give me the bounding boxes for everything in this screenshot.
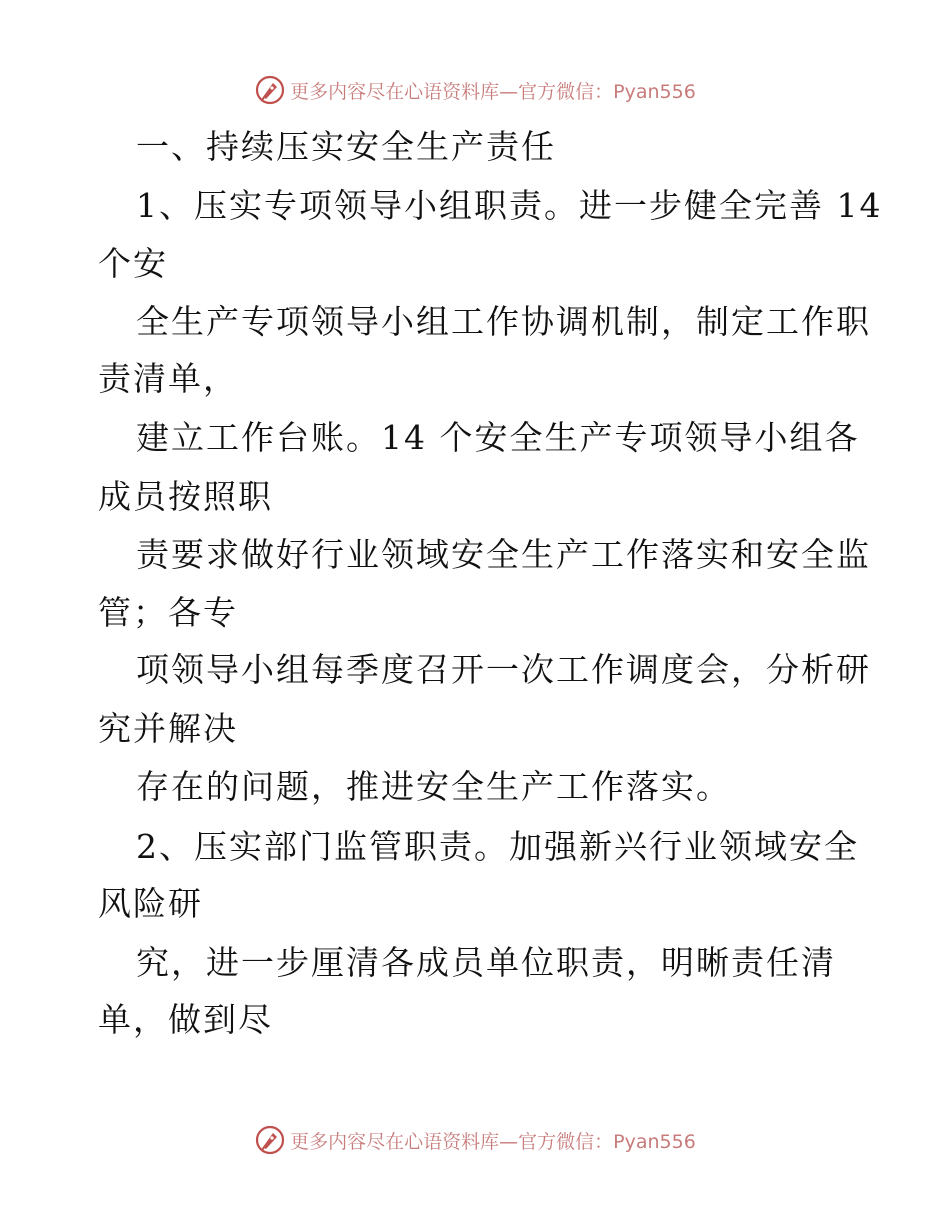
watermark-header — [0, 70, 950, 110]
text-line: 1、压实专项领导小组职责。进一步健全完善 14 — [136, 186, 883, 225]
text-line: 单，做到尽 — [98, 1000, 273, 1039]
text-line: 究，进一步厘清各成员单位职责，明晰责任清 — [136, 943, 836, 982]
text-line: 建立工作台账。14 个安全生产专项领导小组各 — [136, 418, 860, 457]
text-line: 责要求做好行业领域安全生产工作落实和安全监 — [136, 535, 871, 574]
text-line: 个安 — [98, 244, 168, 283]
pen-nib-logo-icon — [254, 1124, 286, 1156]
text-line: 成员按照职 — [98, 477, 273, 516]
pen-nib-logo-icon — [254, 74, 286, 106]
text-line: 2、压实部门监管职责。加强新兴行业领域安全 — [136, 827, 859, 866]
text-line: 管；各专 — [98, 593, 238, 632]
text-line: 责清单， — [98, 359, 238, 398]
text-line: 项领导小组每季度召开一次工作调度会，分析研 — [136, 650, 871, 689]
text-line: 存在的问题，推进安全生产工作落实。 — [136, 767, 731, 806]
heading-line: 一、持续压实安全生产责任 — [136, 127, 556, 166]
text-line: 风险研 — [98, 884, 203, 923]
watermark-text: 更多内容尽在心语资料库—官方微信：Pyan556 — [290, 80, 696, 103]
text-line: 究并解决 — [98, 709, 238, 748]
watermark-footer — [0, 1120, 950, 1160]
text-line: 全生产专项领导小组工作协调机制，制定工作职 — [136, 302, 871, 341]
watermark-text: 更多内容尽在心语资料库—官方微信：Pyan556 — [290, 1130, 696, 1153]
